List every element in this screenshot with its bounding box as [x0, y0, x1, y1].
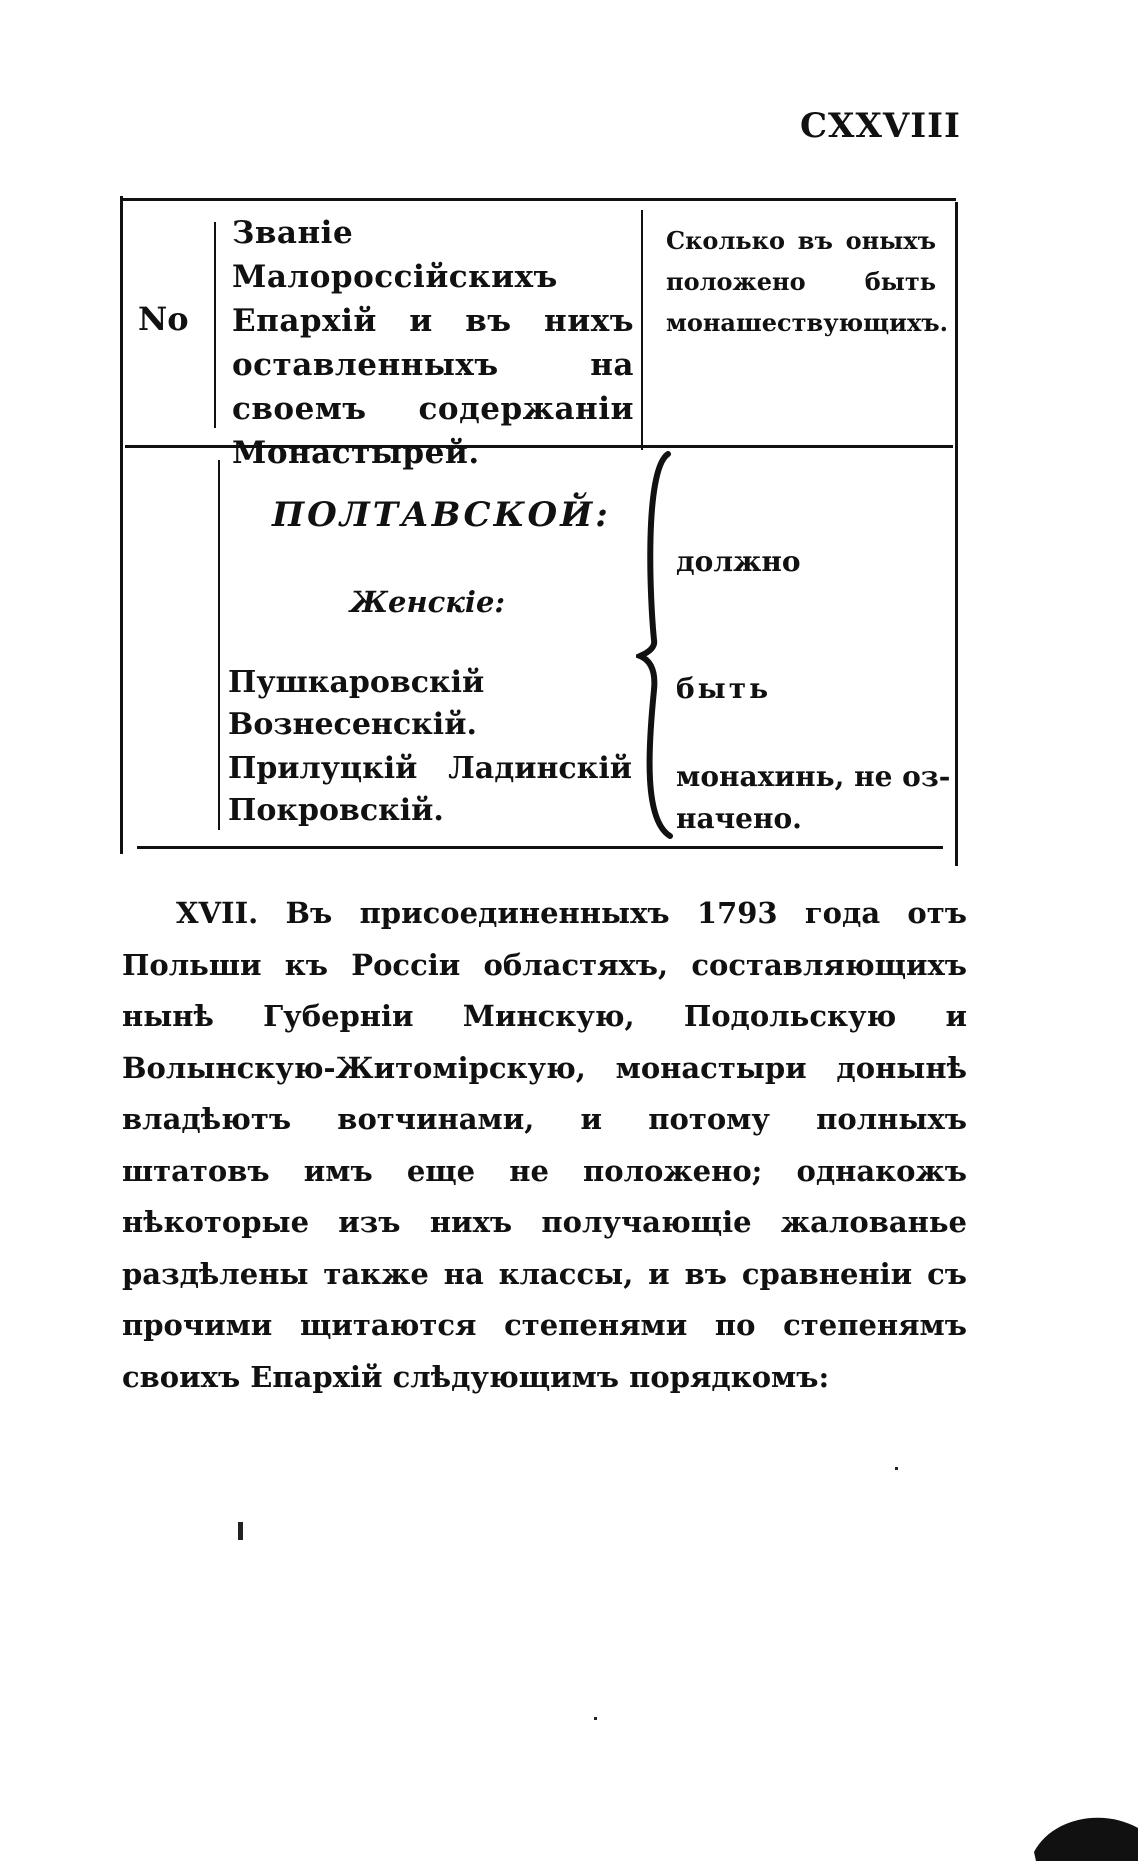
ink-speck [238, 1522, 243, 1540]
column-header-no: No [138, 300, 189, 338]
note-line: монахинь, не оз- [676, 760, 951, 793]
table-bottom-rule [137, 846, 943, 849]
table-top-rule [120, 198, 956, 201]
note-line: быть [676, 672, 772, 705]
monastery-entry: Пушкаровскій Вознесенскій. [228, 665, 485, 742]
column-divider-2 [641, 210, 643, 450]
table-left-rule [120, 196, 123, 854]
column-divider-1b [218, 460, 220, 830]
note-line: должно [676, 545, 801, 578]
section-subheading: Женскіе: [350, 585, 506, 619]
note-line: начено. [676, 802, 802, 835]
ink-blot-icon [1032, 1798, 1140, 1861]
monastery-entry: Прилуцкій Ладинскій Покровскій. [228, 751, 632, 828]
diocese-title: ПОЛТАВСКОЙ: [272, 495, 611, 535]
column-header-title: Званіе Малороссійскихъ Епархій и въ нихъ оставленныхъ на своемъ содержаніи Монастырей. [232, 215, 634, 471]
column-header-count: Сколько въ оныхъ положено быть монашествующихъ. [666, 226, 949, 337]
page-number: CXXVIII [800, 106, 961, 146]
curly-brace-icon [636, 450, 676, 840]
column-divider-1 [214, 222, 216, 428]
table-right-rule [955, 202, 958, 866]
body-paragraph: XVII. Въ присоединенныхъ 1793 года отъ Польши къ Россіи областяхъ, составляющихъ нынѣ Губерніи Минскую, Подольскую и Волынскую-Житомірскую, монастыри донынѣ владѣютъ вотчинами, и потому полныхъ штатовъ имъ еще не положено; однакожъ нѣкоторые изъ нихъ получающіе жалованье раздѣлены также на классы, и въ сравненіи съ прочими щитаются степенями по степенямъ своихъ Епархій слѣдующимъ порядкомъ: [122, 896, 967, 1394]
ink-speck [594, 1717, 597, 1720]
ink-speck [895, 1467, 898, 1470]
